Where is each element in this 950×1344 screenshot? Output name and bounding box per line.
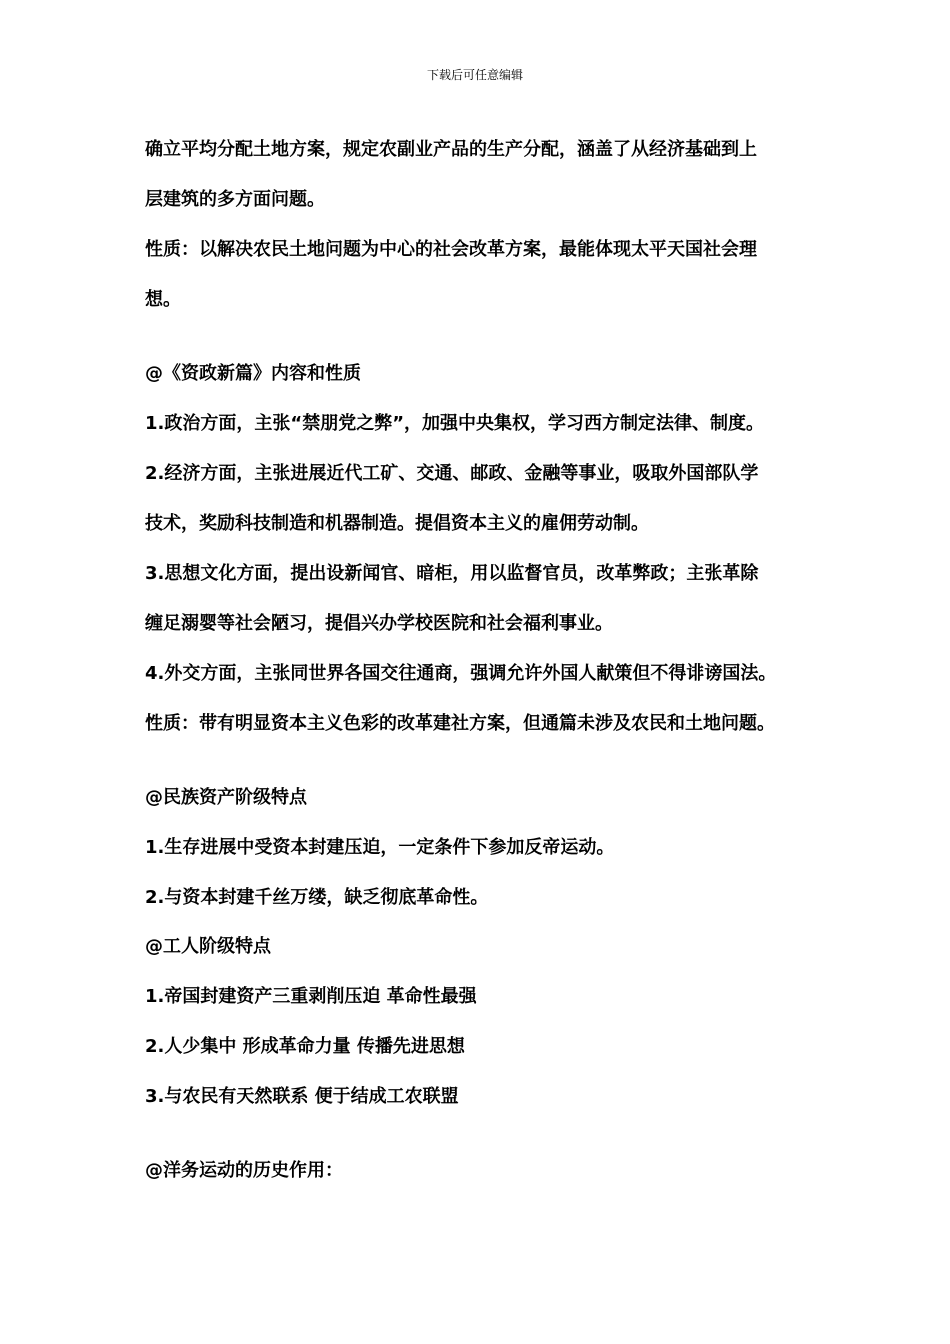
paragraph-line: 1.帝国封建资产三重剥削压迫 革命性最强 — [145, 986, 477, 1007]
paragraph-line: 性质：带有明显资本主义色彩的改革建社方案，但通篇未涉及农民和土地问题。 — [145, 713, 775, 734]
section-heading: @《资政新篇》内容和性质 — [145, 363, 361, 384]
paragraph-line: 1.生存进展中受资本封建压迫，一定条件下参加反帝运动。 — [145, 837, 615, 858]
paragraph-line: 3.思想文化方面，提出设新闻官、暗柜，用以监督官员，改革弊政；主张革除 — [145, 563, 759, 584]
paragraph-line: 2.经济方面，主张进展近代工矿、交通、邮政、金融等事业，吸取外国部队学 — [145, 463, 759, 484]
page-header: 下载后可任意编辑 — [426, 68, 523, 82]
paragraph-line: 4.外交方面，主张同世界各国交往通商，强调允许外国人献策但不得诽谤国法。 — [145, 663, 777, 684]
paragraph-line: 3.与农民有天然联系 便于结成工农联盟 — [145, 1086, 459, 1107]
paragraph-line: 2.人少集中 形成革命力量 传播先进思想 — [145, 1036, 465, 1057]
paragraph-line: 性质：以解决农民土地问题为中心的社会改革方案，最能体现太平天国社会理 — [145, 239, 757, 260]
paragraph-line: 1.政治方面，主张“禁朋党之弊”，加强中央集权，学习西方制定法律、制度。 — [145, 413, 765, 434]
paragraph-line: 缠足溺婴等社会陋习，提倡兴办学校医院和社会福利事业。 — [145, 613, 613, 634]
paragraph-line: 技术，奖励科技制造和机器制造。提倡资本主义的雇佣劳动制。 — [145, 513, 649, 534]
section-heading: @洋务运动的历史作用： — [145, 1160, 343, 1181]
section-heading: @工人阶级特点 — [145, 936, 271, 957]
paragraph-line: 确立平均分配土地方案，规定农副业产品的生产分配，涵盖了从经济基础到上 — [145, 139, 757, 160]
section-heading: @民族资产阶级特点 — [145, 787, 307, 808]
paragraph-line: 想。 — [145, 289, 181, 310]
paragraph-line: 2.与资本封建千丝万缕，缺乏彻底革命性。 — [145, 887, 489, 908]
paragraph-line: 层建筑的多方面问题。 — [145, 189, 325, 210]
